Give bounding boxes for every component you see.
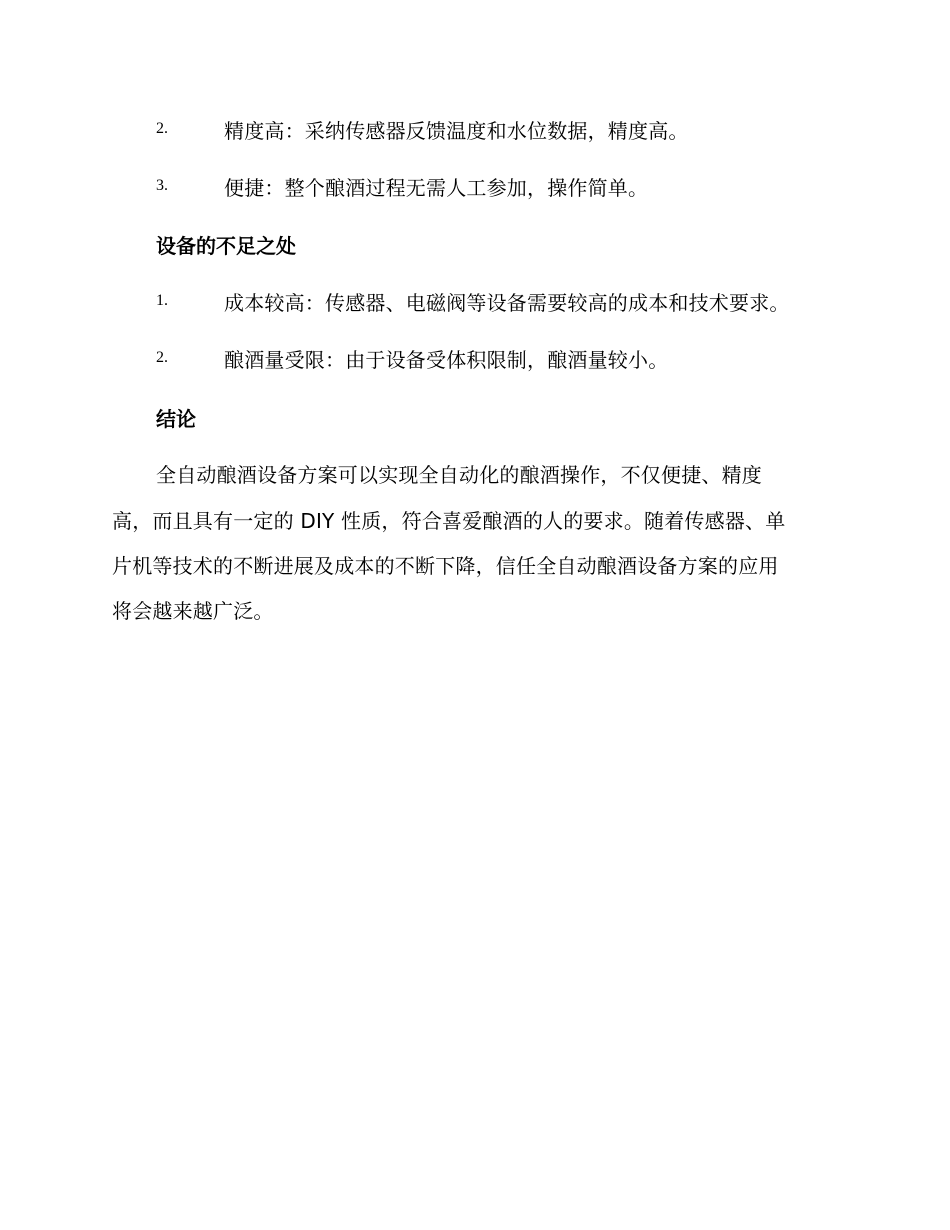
list-number: 3. (156, 177, 168, 194)
list-item-text: 便捷：整个酿酒过程无需人工参加，操作简单。 (224, 175, 649, 200)
list-number: 1. (156, 292, 168, 309)
conclusion-line: 片机等技术的不断进展及成本的不断下降，信任全自动酿酒设备方案的应用 (112, 554, 779, 578)
list-item-text: 酿酒量受限：由于设备受体积限制，酿酒量较小。 (224, 347, 669, 372)
list-number: 2. (156, 120, 168, 137)
list-item-text: 精度高：采纳传感器反馈温度和水位数据，精度高。 (224, 118, 689, 143)
conclusion-line: 全自动酿酒设备方案可以实现全自动化的酿酒操作，不仅便捷、精度 (156, 463, 762, 487)
conclusion-line: 高，而且具有一定的 DIY 性质，符合喜爱酿酒的人的要求。随着传感器、单 (112, 509, 786, 533)
conclusion-line: 将会越来越广泛。 (112, 599, 274, 623)
section-heading-disadvantages: 设备的不足之处 (156, 234, 296, 258)
list-number: 2. (156, 349, 168, 366)
list-item (156, 114, 689, 144)
list-item-text: 成本较高：传感器、电磁阀等设备需要较高的成本和技术要求。 (224, 290, 790, 315)
list-item (156, 286, 790, 316)
list-item (156, 343, 668, 373)
section-heading-conclusion: 结论 (156, 407, 196, 431)
list-item (156, 171, 648, 201)
